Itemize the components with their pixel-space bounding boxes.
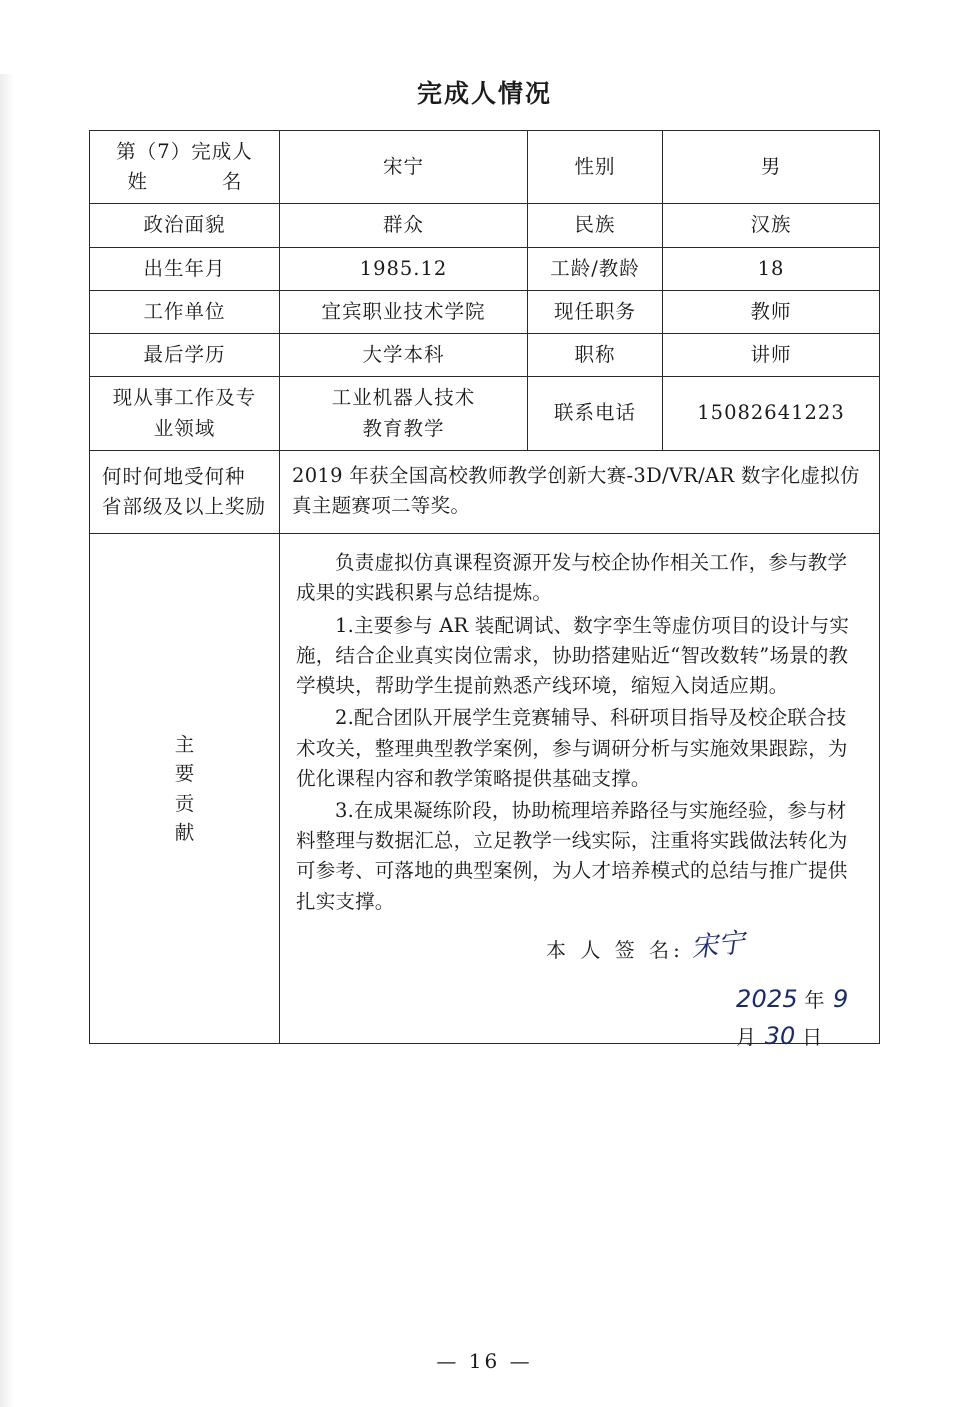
handwritten-signature: 宋宁	[689, 927, 747, 964]
cell-value-current-field	[280, 377, 528, 450]
page-number: — 16 —	[436, 1349, 533, 1373]
completer-info-table	[89, 130, 880, 1050]
page-edge-shadow	[0, 74, 14, 1407]
cell-value-name: 宋宁	[280, 131, 528, 204]
table-row	[90, 247, 880, 290]
label-award-line2: 省部级及以上奖励	[102, 494, 267, 518]
date-row	[296, 981, 863, 1050]
label-contribution-char-2: 要	[174, 762, 195, 786]
handwritten-month: 9	[833, 984, 849, 1013]
page-title: 完成人情况	[416, 79, 552, 108]
value-current-field-line1: 工业机器人技术	[331, 386, 476, 410]
cell-value-birth-date: 1985.12	[280, 247, 528, 290]
label-contribution-char-3: 贡	[174, 791, 195, 815]
contribution-paragraph: 3.在成果凝练阶段，协助梳理培养路径与实施经验，参与材料整理与数据汇总，立足教学一线实际，注重将实践做法转化为可参考、可落地的典型案例，为人才培养模式的总结与推广提供扎实支撑。	[296, 798, 848, 913]
table-row-contribution	[90, 534, 880, 1044]
cell-label-current-field	[90, 377, 280, 450]
cell-label-gender: 性别	[528, 131, 663, 204]
cell-label-work-unit: 工作单位	[90, 290, 280, 333]
cell-value-work-years: 18	[663, 247, 880, 290]
label-current-field-line1: 现从事工作及专	[112, 386, 257, 410]
table-row	[90, 290, 880, 333]
cell-value-work-unit: 宜宾职业技术学院	[280, 290, 528, 333]
label-completer-number: 第（7）完成人	[116, 140, 253, 163]
cell-label-contribution	[90, 534, 280, 1044]
cell-label-current-position: 现任职务	[528, 290, 663, 333]
label-contribution-char-4: 献	[174, 820, 195, 844]
handwritten-year: 2025	[736, 984, 798, 1013]
cell-value-political-status: 群众	[280, 204, 528, 247]
cell-value-award: 2019 年获全国高校教师教学创新大赛-3D/VR/AR 数字化虚拟仿真主题赛项二等奖。	[280, 450, 880, 533]
cell-value-phone: 15082641223	[663, 377, 880, 450]
cell-label-work-years: 工龄/教龄	[528, 247, 663, 290]
cell-label-education: 最后学历	[90, 334, 280, 377]
contribution-paragraph: 1.主要参与 AR 装配调试、数字孪生等虚仿项目的设计与实施，结合企业真实岗位需求，协助搭建贴近“智改数转”场景的教学模块，帮助学生提前熟悉产线环境，缩短入岗适应期。	[296, 613, 850, 698]
label-current-field-line2: 业领域	[153, 416, 216, 440]
label-year-unit: 年	[804, 987, 827, 1012]
table-row-award	[90, 450, 880, 533]
cell-label-ethnicity: 民族	[528, 204, 663, 247]
contribution-paragraph: 负责虚拟仿真课程资源开发与校企协作相关工作，参与教学成果的实践积累与总结提炼。	[296, 551, 848, 605]
value-current-field-line2: 教育教学	[362, 416, 445, 440]
label-name: 姓 名	[127, 170, 254, 194]
cell-label-award	[90, 450, 280, 533]
cell-value-gender: 男	[663, 131, 880, 204]
signature-row	[296, 927, 863, 981]
table-row	[90, 377, 880, 450]
cell-label-birth-date: 出生年月	[90, 247, 280, 290]
handwritten-day: 30	[764, 1022, 796, 1050]
cell-value-current-position: 教师	[663, 290, 880, 333]
cell-label-name	[90, 131, 280, 204]
label-day-unit: 日	[802, 1025, 825, 1049]
cell-value-ethnicity: 汉族	[663, 204, 880, 247]
cell-value-education: 大学本科	[280, 334, 528, 377]
cell-value-title: 讲师	[663, 334, 880, 377]
table-row	[90, 204, 880, 247]
cell-value-contribution	[280, 534, 880, 1050]
document-page	[0, 74, 969, 1407]
cell-label-political-status: 政治面貌	[90, 204, 280, 247]
signature-label: 本 人 签 名:	[546, 937, 684, 962]
table-row	[90, 334, 880, 377]
cell-label-phone: 联系电话	[528, 377, 663, 450]
cell-label-title: 职称	[528, 334, 663, 377]
contribution-paragraph: 2.配合团队开展学生竞赛辅导、科研项目指导及校企联合技术攻关，整理典型教学案例，参与调研分析与实施效果跟踪，为优化课程内容和教学策略提供基础支撑。	[296, 706, 848, 790]
label-contribution-char-1: 主	[174, 733, 195, 756]
label-award-line1: 何时何地受何种	[102, 464, 246, 488]
label-month-unit: 月	[736, 1025, 758, 1049]
table-row	[90, 131, 880, 204]
